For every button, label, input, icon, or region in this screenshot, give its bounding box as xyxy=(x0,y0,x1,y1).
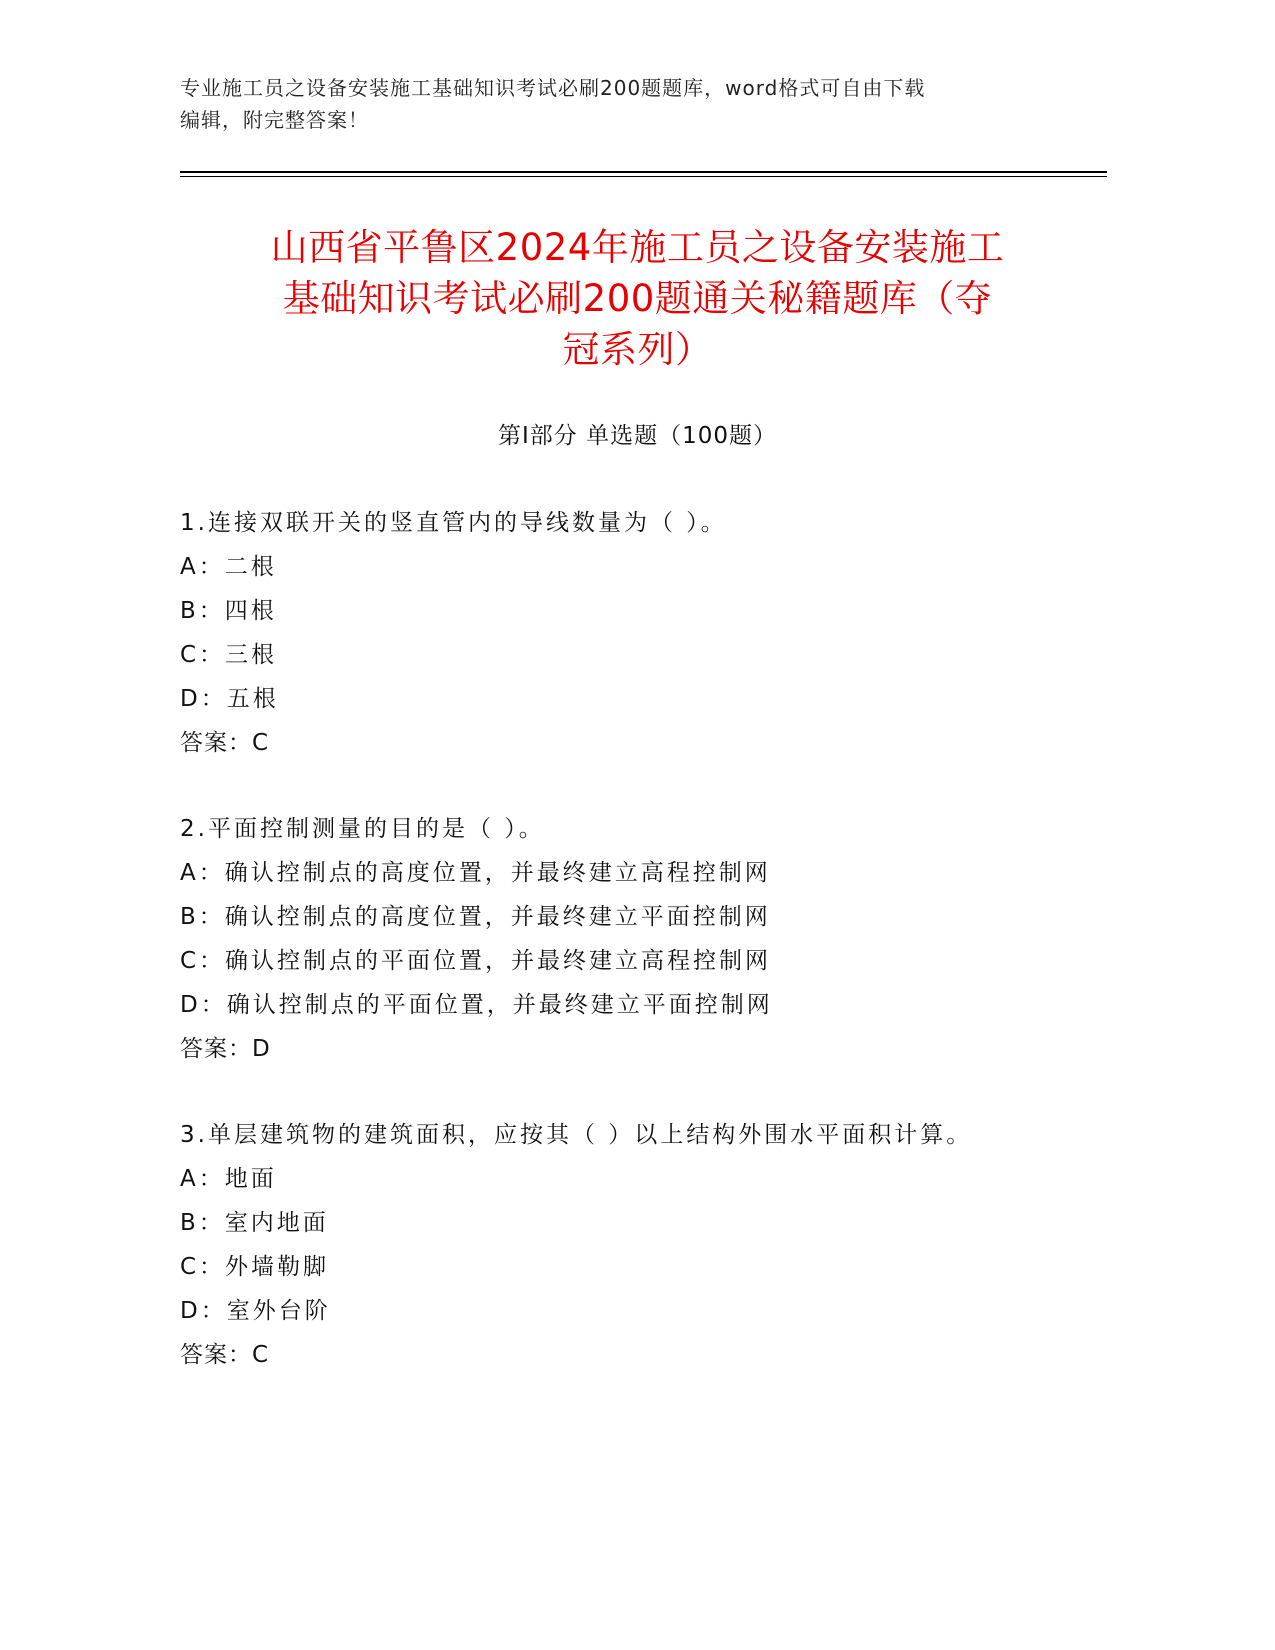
document-title-line-3: 冠系列） xyxy=(562,328,713,371)
option-b: B：四根 xyxy=(180,598,277,624)
option-d: D：五根 xyxy=(180,686,279,712)
option-c: C：三根 xyxy=(180,642,278,668)
header-note-line-1: 专业施工员之设备安装施工基础知识考试必刷200题题库，word格式可自由下载 xyxy=(180,76,926,100)
option-a: A：二根 xyxy=(180,554,277,580)
section-heading: 第Ⅰ部分 单选题（100题） xyxy=(498,423,777,449)
option-d: D：确认控制点的平面位置，并最终建立平面控制网 xyxy=(180,992,773,1018)
option-b: B：室内地面 xyxy=(180,1210,329,1236)
document-title-line-2: 基础知识考试必刷200题通关秘籍题库（夺 xyxy=(282,277,993,320)
option-c: C：确认控制点的平面位置，并最终建立高程控制网 xyxy=(180,948,772,974)
option-c: C：外墙勒脚 xyxy=(180,1254,330,1280)
document-title xyxy=(170,222,1105,375)
question-1 xyxy=(180,508,1080,772)
question-stem: 2.平面控制测量的目的是（ ）。 xyxy=(180,816,545,842)
option-d: D：室外台阶 xyxy=(180,1298,331,1324)
option-a: A：确认控制点的高度位置，并最终建立高程控制网 xyxy=(180,860,771,886)
question-2 xyxy=(180,814,1080,1078)
question-stem: 3.单层建筑物的建筑面积，应按其（ ）以上结构外围水平面积计算。 xyxy=(180,1122,973,1148)
header-note-line-2: 编辑，附完整答案！ xyxy=(180,108,369,132)
question-3 xyxy=(180,1120,1080,1384)
header-note xyxy=(180,72,1040,136)
header-divider-thick xyxy=(180,171,1107,173)
answer-line: 答案：C xyxy=(180,1342,270,1368)
option-a: A：地面 xyxy=(180,1166,277,1192)
question-stem: 1.连接双联开关的竖直管内的导线数量为（ ）。 xyxy=(180,510,727,536)
document-title-line-1: 山西省平鲁区2024年施工员之设备安装施工 xyxy=(270,226,1005,269)
option-b: B：确认控制点的高度位置，并最终建立平面控制网 xyxy=(180,904,771,930)
answer-line: 答案：C xyxy=(180,730,270,756)
answer-line: 答案：D xyxy=(180,1036,271,1062)
header-divider-thin xyxy=(180,176,1107,177)
